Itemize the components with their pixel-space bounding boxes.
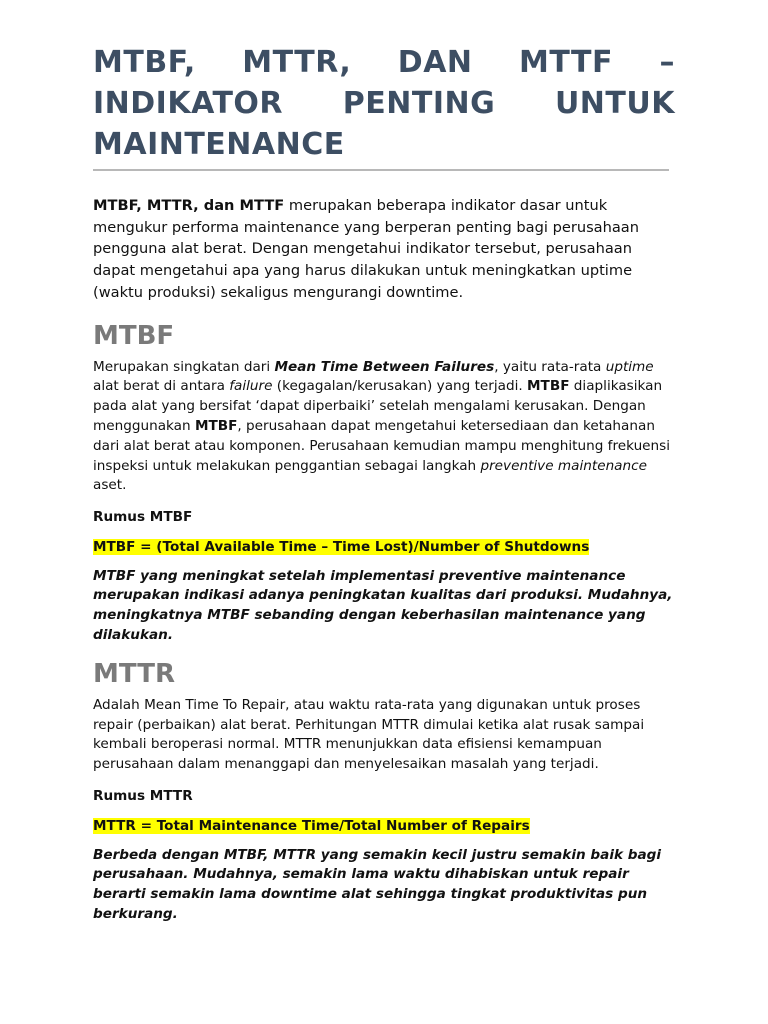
mttr-formula-label: Rumus MTTR [93,788,193,805]
intro-paragraph [93,195,675,304]
document-title: MTBF, MTTR, DAN MTTF – INDIKATOR PENTING UNTUK MAINTENANCE [93,45,675,162]
mtbf-text-6: , perusahaan dapat mengetahui ketersediaan dan ketahanan dari alat berat atau komponen. Perusahaan kemudian mampu menghitung frekuensi inspeksi untuk melakukan penggantian sebagai langkah [93,417,671,474]
intro-lead-bold: MTBF, MTTR, dan MTTF [93,197,285,214]
mtbf-bold-2: MTBF [194,417,238,434]
mttr-note: Berbeda dengan MTBF, MTTR yang semakin kecil justru semakin baik bagi perusahaan. Mudahnya, semakin lama waktu dihabiskan untuk repair berarti semakin lama downtime alat sehingga tingkat produktivitas pun berkurang. [93,846,662,923]
mtbf-failure: failure [229,378,273,395]
document-page [93,42,675,937]
mtbf-text-2: , yaitu rata-rata [494,358,606,375]
mtbf-text-7: aset. [93,477,127,494]
intro-text: merupakan beberapa indikator dasar untuk mengukur performa maintenance yang berperan penting bagi perusahaan pengguna alat berat. Dengan mengetahui indikator tersebut, perusahaan dapat mengetahui apa yang harus dilakukan untuk meningkatkan uptime (waktu produksi) sekaligus mengurangi downtime. [93,197,639,301]
mtbf-note: MTBF yang meningkat setelah implementasi preventive maintenance merupakan indikasi adanya peningkatan kualitas dari produksi. Mudahnya, meningkatnya MTBF sebanding dengan keberhasilan maintenance yang dilakukan. [93,567,673,644]
mtbf-heading: MTBF [93,320,175,351]
mtbf-term: Mean Time Between Failures [274,358,495,375]
mtbf-formula [93,538,675,558]
mtbf-text-1: Merupakan singkatan dari [93,358,275,375]
mtbf-text-3: alat berat di antara [93,378,230,395]
mtbf-text-5: diaplikasikan pada alat yang bersifat ‘dapat diperbaiki’ setelah mengalami kerusakan. Dengan menggunakan [93,378,663,434]
mttr-paragraph: Adalah Mean Time To Repair, atau waktu rata-rata yang digunakan untuk proses repair (perbaikan) alat berat. Perhitungan MTTR dimulai ketika alat rusak sampai kembali beroperasi normal. MTTR menunjukkan data efisiensi kemampuan perusahaan dalam menanggapi dan menyelesaikan masalah yang terjadi. [93,696,645,773]
mtbf-bold-1: MTBF [527,378,570,395]
mtbf-uptime: uptime [605,358,654,375]
mtbf-formula-highlight: MTBF = (Total Available Time – Time Lost)/Number of Shutdowns [93,538,590,555]
mttr-heading: MTTR [93,658,175,689]
title-divider [93,169,669,171]
mttr-formula [93,817,675,837]
mtbf-text-4: (kegagalan/kerusakan) yang terjadi. [272,378,528,395]
mtbf-preventive-maintenance: preventive maintenance [480,457,647,474]
mttr-formula-highlight: MTTR = Total Maintenance Time/Total Number of Repairs [93,817,530,834]
mtbf-paragraph [93,358,675,497]
mtbf-formula-label: Rumus MTBF [93,509,193,526]
